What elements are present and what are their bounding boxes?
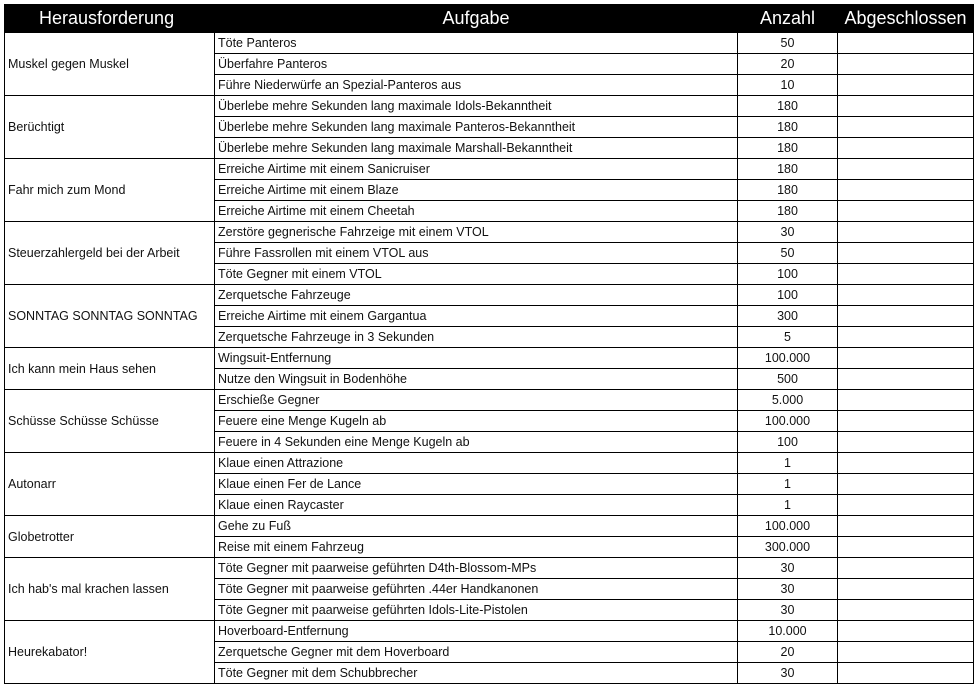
count-cell[interactable]: 1 (738, 495, 838, 516)
completed-cell[interactable] (838, 180, 974, 201)
challenge-name-cell[interactable]: Berüchtigt (5, 96, 215, 159)
completed-cell[interactable] (838, 600, 974, 621)
table-row (5, 159, 974, 180)
header-challenge: Herausforderung (5, 5, 215, 33)
task-cell[interactable]: Klaue einen Attrazione (215, 453, 738, 474)
challenge-name-cell[interactable]: Muskel gegen Muskel (5, 33, 215, 96)
completed-cell[interactable] (838, 264, 974, 285)
table-row (5, 285, 974, 306)
task-cell[interactable]: Töte Gegner mit paarweise geführten D4th-Blossom-MPs (215, 558, 738, 579)
count-cell[interactable]: 100.000 (738, 348, 838, 369)
count-cell[interactable]: 180 (738, 201, 838, 222)
task-cell[interactable]: Klaue einen Raycaster (215, 495, 738, 516)
completed-cell[interactable] (838, 579, 974, 600)
challenge-table-container (4, 4, 974, 684)
task-cell[interactable]: Töte Panteros (215, 33, 738, 54)
count-cell[interactable]: 300 (738, 306, 838, 327)
count-cell[interactable]: 180 (738, 96, 838, 117)
count-cell[interactable]: 30 (738, 600, 838, 621)
header-row (5, 5, 974, 33)
count-cell[interactable]: 100.000 (738, 411, 838, 432)
completed-cell[interactable] (838, 537, 974, 558)
completed-cell[interactable] (838, 642, 974, 663)
challenge-name-cell[interactable]: Autonarr (5, 453, 215, 516)
count-cell[interactable]: 30 (738, 558, 838, 579)
task-cell[interactable]: Erschieße Gegner (215, 390, 738, 411)
count-cell[interactable]: 180 (738, 138, 838, 159)
table-row (5, 96, 974, 117)
task-cell[interactable]: Führe Fassrollen mit einem VTOL aus (215, 243, 738, 264)
completed-cell[interactable] (838, 411, 974, 432)
challenge-name-cell[interactable]: SONNTAG SONNTAG SONNTAG (5, 285, 215, 348)
completed-cell[interactable] (838, 474, 974, 495)
task-cell[interactable]: Reise mit einem Fahrzeug (215, 537, 738, 558)
header-task: Aufgabe (215, 5, 738, 33)
count-cell[interactable]: 5.000 (738, 390, 838, 411)
challenge-name-cell[interactable]: Fahr mich zum Mond (5, 159, 215, 222)
count-cell[interactable]: 100 (738, 264, 838, 285)
count-cell[interactable]: 5 (738, 327, 838, 348)
completed-cell[interactable] (838, 159, 974, 180)
header-done: Abgeschlossen (838, 5, 974, 33)
count-cell[interactable]: 10 (738, 75, 838, 96)
completed-cell[interactable] (838, 117, 974, 138)
task-cell[interactable]: Erreiche Airtime mit einem Gargantua (215, 306, 738, 327)
task-cell[interactable]: Zerquetsche Fahrzeuge (215, 285, 738, 306)
completed-cell[interactable] (838, 348, 974, 369)
completed-cell[interactable] (838, 432, 974, 453)
count-cell[interactable]: 180 (738, 117, 838, 138)
challenge-name-cell[interactable]: Ich kann mein Haus sehen (5, 348, 215, 390)
header-count: Anzahl (738, 5, 838, 33)
count-cell[interactable]: 1 (738, 474, 838, 495)
completed-cell[interactable] (838, 33, 974, 54)
count-cell[interactable]: 30 (738, 663, 838, 684)
completed-cell[interactable] (838, 516, 974, 537)
task-cell[interactable]: Überlebe mehre Sekunden lang maximale Idols-Bekanntheit (215, 96, 738, 117)
task-cell[interactable]: Hoverboard-Entfernung (215, 621, 738, 642)
challenge-name-cell[interactable]: Globetrotter (5, 516, 215, 558)
table-row (5, 390, 974, 411)
completed-cell[interactable] (838, 306, 974, 327)
count-cell[interactable]: 30 (738, 222, 838, 243)
challenge-name-cell[interactable]: Heurekabator! (5, 621, 215, 684)
count-cell[interactable]: 100 (738, 285, 838, 306)
table-row (5, 516, 974, 537)
completed-cell[interactable] (838, 663, 974, 684)
completed-cell[interactable] (838, 369, 974, 390)
challenge-name-cell[interactable]: Schüsse Schüsse Schüsse (5, 390, 215, 453)
task-cell[interactable]: Feuere in 4 Sekunden eine Menge Kugeln ab (215, 432, 738, 453)
task-cell[interactable]: Töte Gegner mit einem VTOL (215, 264, 738, 285)
task-cell[interactable]: Feuere eine Menge Kugeln ab (215, 411, 738, 432)
count-cell[interactable]: 50 (738, 33, 838, 54)
completed-cell[interactable] (838, 558, 974, 579)
completed-cell[interactable] (838, 495, 974, 516)
completed-cell[interactable] (838, 453, 974, 474)
task-cell[interactable]: Führe Niederwürfe an Spezial-Panteros aus (215, 75, 738, 96)
task-cell[interactable]: Zerstöre gegnerische Fahrzeige mit einem VTOL (215, 222, 738, 243)
completed-cell[interactable] (838, 243, 974, 264)
task-cell[interactable]: Wingsuit-Entfernung (215, 348, 738, 369)
challenge-name-cell[interactable]: Steuerzahlergeld bei der Arbeit (5, 222, 215, 285)
challenge-table (4, 4, 974, 684)
task-cell[interactable]: Erreiche Airtime mit einem Blaze (215, 180, 738, 201)
task-cell[interactable]: Überlebe mehre Sekunden lang maximale Marshall-Bekanntheit (215, 138, 738, 159)
task-cell[interactable]: Überfahre Panteros (215, 54, 738, 75)
table-row (5, 453, 974, 474)
table-row (5, 621, 974, 642)
count-cell[interactable]: 20 (738, 642, 838, 663)
count-cell[interactable]: 30 (738, 579, 838, 600)
task-cell[interactable]: Erreiche Airtime mit einem Sanicruiser (215, 159, 738, 180)
task-cell[interactable]: Erreiche Airtime mit einem Cheetah (215, 201, 738, 222)
completed-cell[interactable] (838, 138, 974, 159)
count-cell[interactable]: 180 (738, 180, 838, 201)
count-cell[interactable]: 300.000 (738, 537, 838, 558)
count-cell[interactable]: 180 (738, 159, 838, 180)
challenge-name-cell[interactable]: Ich hab's mal krachen lassen (5, 558, 215, 621)
task-cell[interactable]: Töte Gegner mit dem Schubbrecher (215, 663, 738, 684)
count-cell[interactable]: 500 (738, 369, 838, 390)
task-cell[interactable]: Überlebe mehre Sekunden lang maximale Panteros-Bekanntheit (215, 117, 738, 138)
table-row (5, 33, 974, 54)
completed-cell[interactable] (838, 390, 974, 411)
table-row (5, 558, 974, 579)
task-cell[interactable]: Klaue einen Fer de Lance (215, 474, 738, 495)
completed-cell[interactable] (838, 621, 974, 642)
completed-cell[interactable] (838, 285, 974, 306)
count-cell[interactable]: 50 (738, 243, 838, 264)
task-cell[interactable]: Töte Gegner mit paarweise geführten .44er Handkanonen (215, 579, 738, 600)
table-body (5, 33, 974, 684)
count-cell[interactable]: 100 (738, 432, 838, 453)
count-cell[interactable]: 20 (738, 54, 838, 75)
completed-cell[interactable] (838, 54, 974, 75)
completed-cell[interactable] (838, 201, 974, 222)
count-cell[interactable]: 10.000 (738, 621, 838, 642)
task-cell[interactable]: Zerquetsche Gegner mit dem Hoverboard (215, 642, 738, 663)
table-row (5, 222, 974, 243)
task-cell[interactable]: Nutze den Wingsuit in Bodenhöhe (215, 369, 738, 390)
task-cell[interactable]: Töte Gegner mit paarweise geführten Idols-Lite-Pistolen (215, 600, 738, 621)
completed-cell[interactable] (838, 327, 974, 348)
task-cell[interactable]: Gehe zu Fuß (215, 516, 738, 537)
count-cell[interactable]: 100.000 (738, 516, 838, 537)
count-cell[interactable]: 1 (738, 453, 838, 474)
completed-cell[interactable] (838, 222, 974, 243)
task-cell[interactable]: Zerquetsche Fahrzeuge in 3 Sekunden (215, 327, 738, 348)
table-row (5, 348, 974, 369)
completed-cell[interactable] (838, 75, 974, 96)
completed-cell[interactable] (838, 96, 974, 117)
